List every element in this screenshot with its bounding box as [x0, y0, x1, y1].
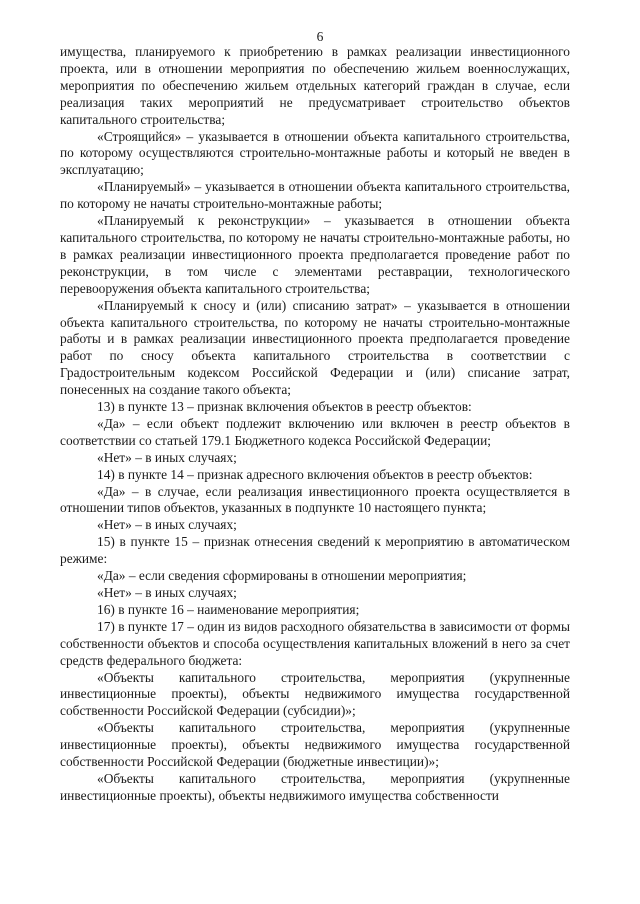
page-number: 6	[316, 29, 324, 44]
paragraph-status-planned-reconstruction: «Планируемый к реконструкции» – указывается в отношении объекта капитального строительства, по которому не начаты строительно-монтажные работы, но в рамках реализации инвестиционного проекта предполагается проведение работ по реконструкции, в том числе с элементами реставрации, технологического перевооружения объекта капитального строительства;	[60, 213, 570, 296]
paragraph-item-15: 15) в пункте 15 – признак отнесения сведений к мероприятию в автоматическом режиме:	[60, 534, 570, 567]
paragraph-item-13: 13) в пункте 13 – признак включения объектов в реестр объектов:	[97, 399, 472, 415]
paragraph-item-16: 16) в пункте 16 – наименование мероприятия;	[97, 601, 360, 617]
paragraph-item-17-subsidies: «Объекты капитального строительства, мероприятия (укрупненные инвестиционные проекты), объекты недвижимого имущества государственной собственности Российской Федерации (субсидии)»;	[60, 669, 570, 719]
paragraph-continuation: имущества, планируемого к приобретению в рамках реализации инвестиционного проекта, или в отношении мероприятия по обеспечению жильем военнослужащих, мероприятия по обеспечению жильем отдельных категорий граждан в случае, если реализация таких мероприятий не предусматривает строительство объектов капитального строительства;	[60, 44, 570, 127]
paragraph-item-13-yes: «Да» – если объект подлежит включению или включен в реестр объектов в соответствии со статьей 179.1 Бюджетного кодекса Российской Федерации;	[60, 415, 570, 448]
paragraph-item-17-budget-investments: «Объекты капитального строительства, мероприятия (укрупненные инвестиционные проекты), объекты недвижимого имущества государственной собственности Российской Федерации (бюджетные инвестиции)»;	[60, 720, 570, 770]
paragraph-item-14: 14) в пункте 14 – признак адресного включения объектов в реестр объектов:	[97, 466, 533, 482]
paragraph-status-planned-demolition: «Планируемый к сносу и (или) списанию затрат» – указывается в отношении объекта капитального строительства, по которому не начаты строительно-монтажные работы и в рамках реализации инвестиционного проекта предполагается проведение работ по сносу объекта капитального строительства в соответствии с Градостроительным кодексом Российской Федерации и (или) списание затрат, понесенных на создание такого объекта;	[60, 297, 570, 398]
paragraph-item-13-no: «Нет» – в иных случаях;	[97, 449, 237, 465]
paragraph-item-14-yes: «Да» – в случае, если реализация инвестиционного проекта осуществляется в отношении типов объектов, указанных в подпункте 10 настоящего пункта;	[60, 483, 570, 516]
paragraph-item-15-yes: «Да» – если сведения сформированы в отношении мероприятия;	[97, 568, 467, 584]
paragraph-status-under-construction: «Строящийся» – указывается в отношении объекта капитального строительства, по которому осуществляются строительно-монтажные работы и который не введен в эксплуатацию;	[60, 128, 570, 178]
document-body	[60, 44, 570, 805]
paragraph-item-17-property: «Объекты капитального строительства, мероприятия (укрупненные инвестиционные проекты), объекты недвижимого имущества собственности	[60, 770, 570, 803]
paragraph-item-15-no: «Нет» – в иных случаях;	[97, 585, 237, 600]
paragraph-status-planned: «Планируемый» – указывается в отношении объекта капитального строительства, по которому не начаты строительно-монтажные работы;	[60, 179, 570, 212]
paragraph-item-17: 17) в пункте 17 – один из видов расходного обязательства в зависимости от формы собственности объектов и способа осуществления капитальных вложений в него за счет средств федерального бюджета:	[60, 618, 570, 668]
paragraph-item-14-no: «Нет» – в иных случаях;	[97, 517, 237, 533]
